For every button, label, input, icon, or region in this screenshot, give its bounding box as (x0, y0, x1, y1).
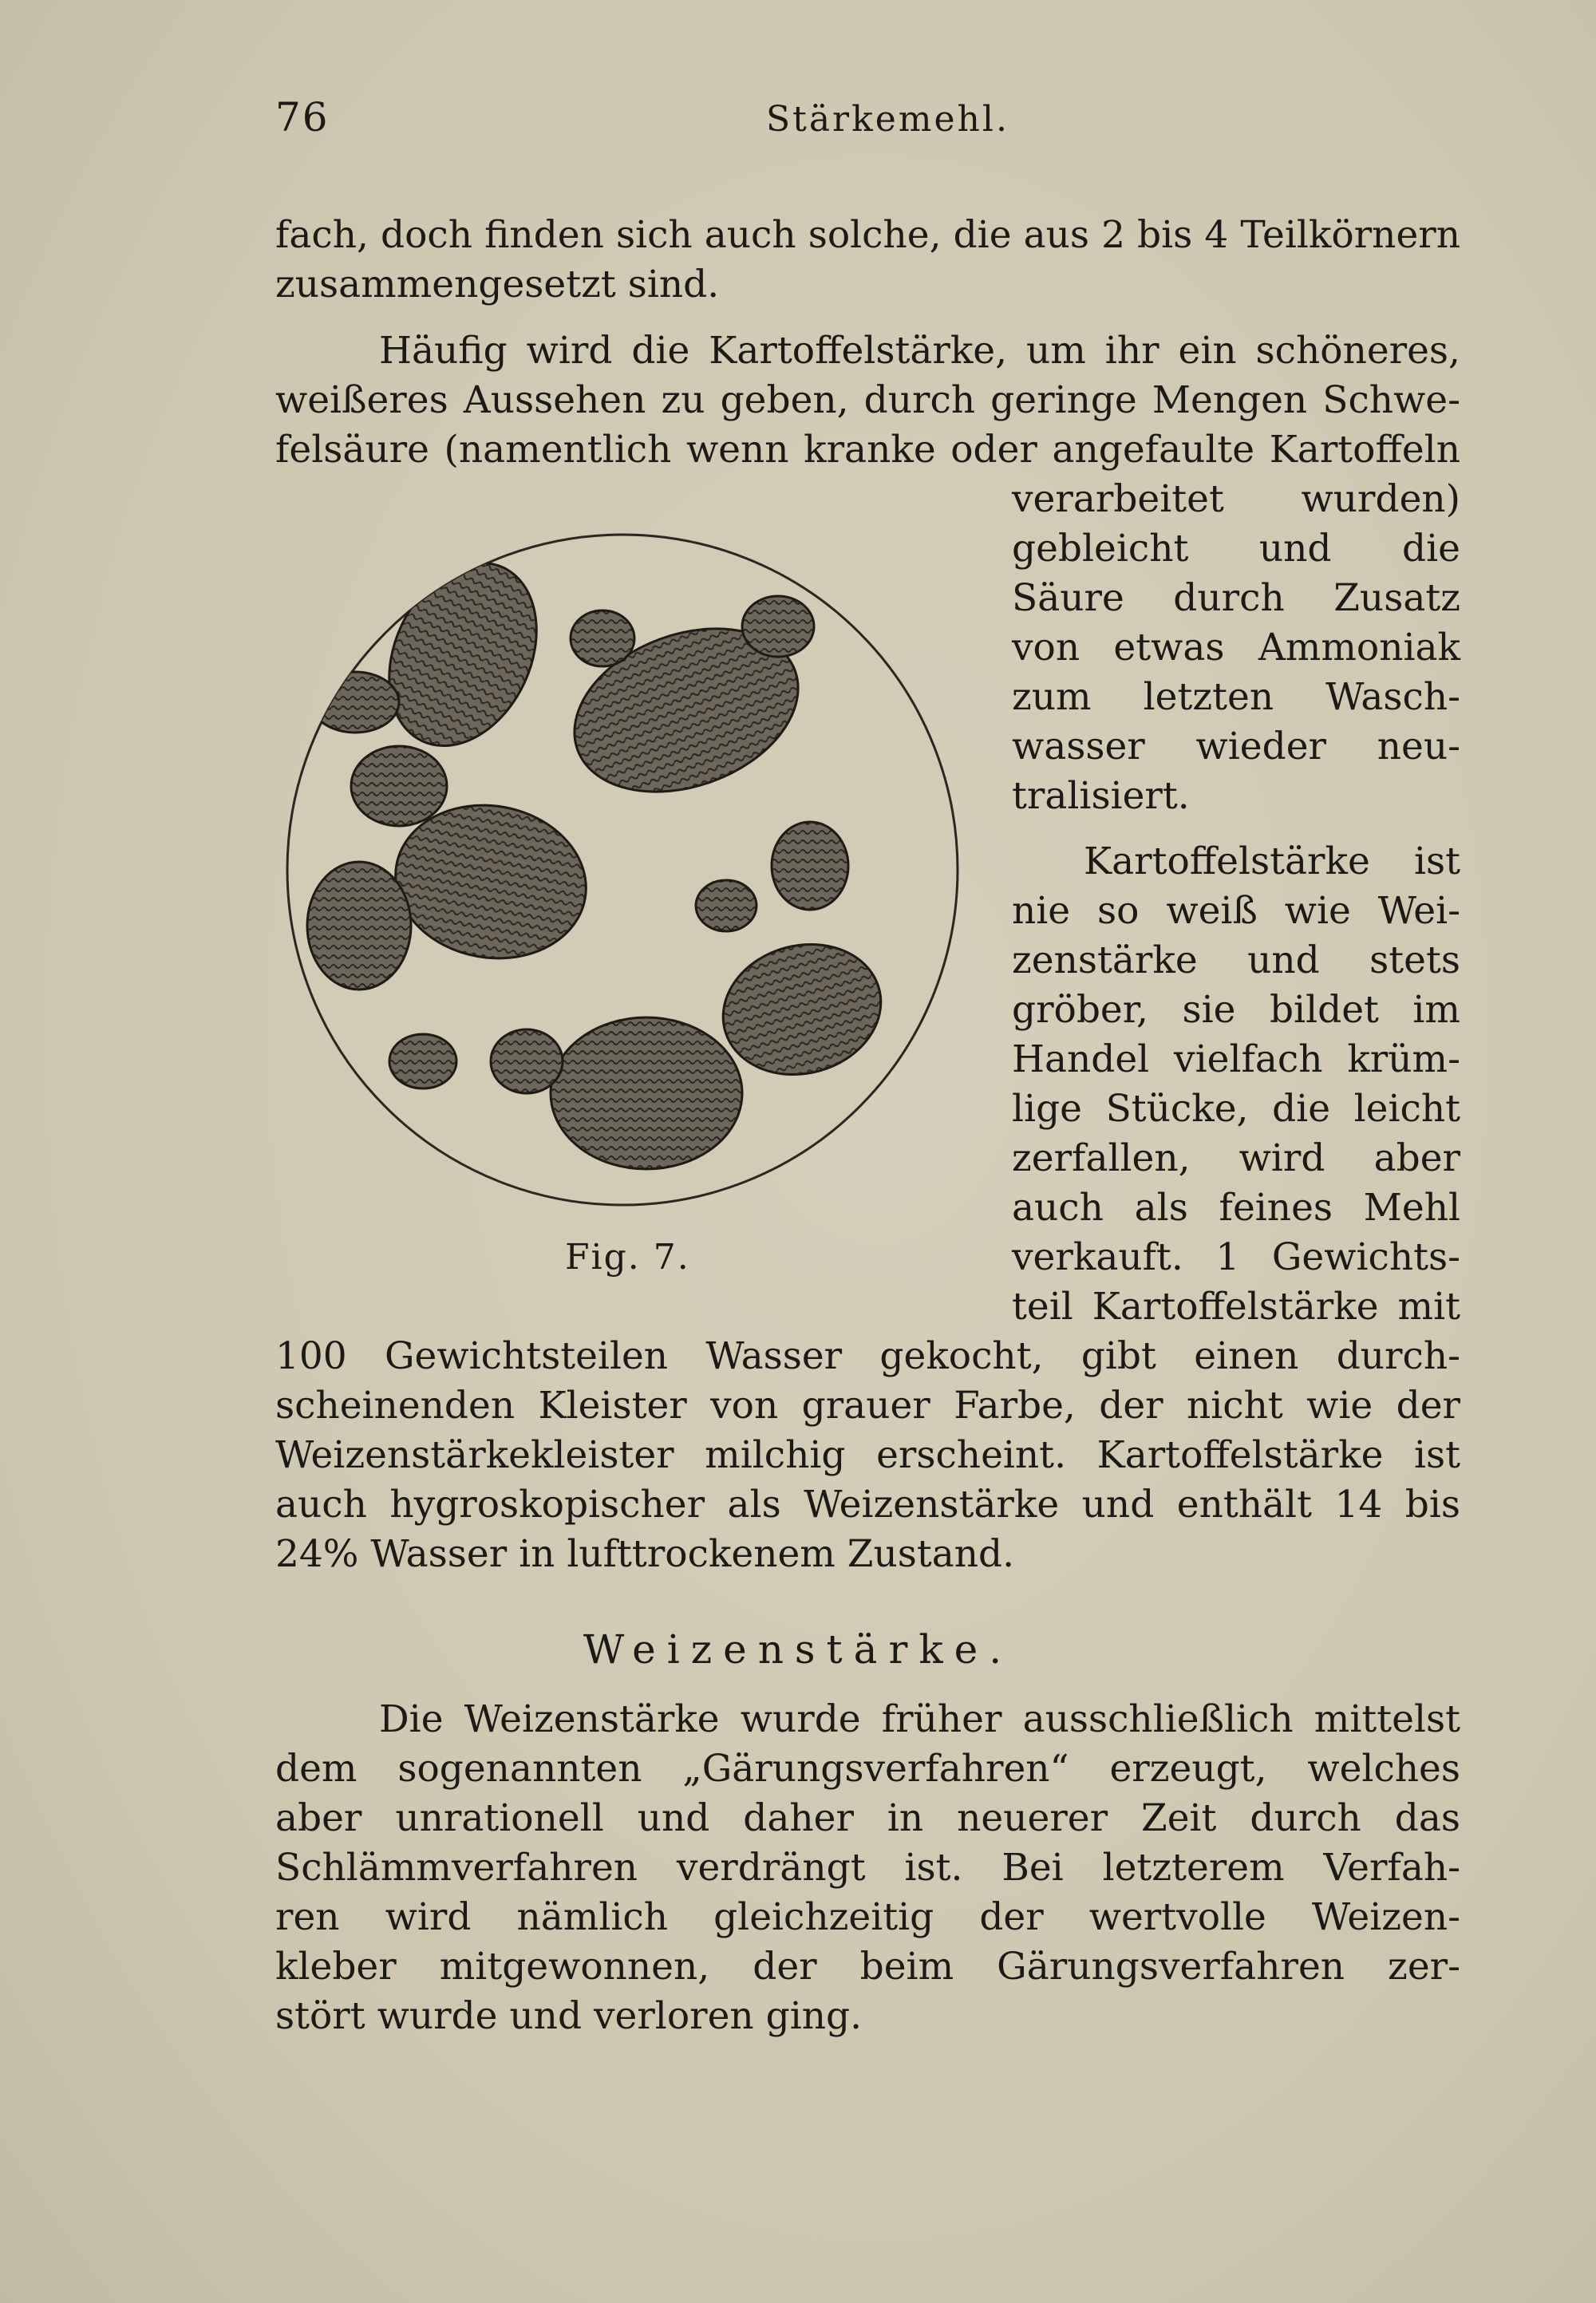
text-line: dem sogenannten „Gärungsverfahren“ erzeugt, welches (275, 1747, 1460, 1791)
text-line: verkauft. 1 Gewichts- (1012, 1235, 1460, 1279)
text-line: wasser wieder neu- (1012, 725, 1460, 768)
text-line: scheinenden Kleister von grauer Farbe, der nicht wie der (275, 1384, 1460, 1428)
text-line: fach, doch finden sich auch solche, die aus 2 bis 4 Teilkörnern (275, 213, 1460, 257)
text-line: ren wird nämlich gleichzeitig der wertvolle Weizen- (275, 1895, 1460, 1939)
text-line: tralisiert. (1012, 774, 1190, 818)
text-line: Häufig wird die Kartoffelstärke, um ihr ein schöneres, (379, 329, 1460, 373)
text-line: auch hygroskopischer als Weizenstärke und enthält 14 bis (275, 1483, 1460, 1527)
text-line: stört wurde und verloren ging. (275, 1994, 863, 2038)
text-line: lige Stücke, die leicht (1012, 1087, 1460, 1131)
figure-caption: Fig. 7. (565, 1237, 690, 1278)
text-line: 100 Gewichtsteilen Wasser gekocht, gibt einen durch- (275, 1334, 1460, 1378)
text-line: Handel vielfach krüm- (1012, 1037, 1460, 1081)
text-line: nie so weiß wie Wei- (1012, 889, 1460, 933)
text-line: auch als feines Mehl (1012, 1186, 1460, 1230)
text-line: Die Weizenstärke wurde früher ausschließlich mittelst (379, 1697, 1460, 1741)
section-heading: Weizenstärke. (583, 1626, 1013, 1673)
text-line: teil Kartoffelstärke mit (1012, 1285, 1460, 1329)
text-line: verarbeitet wurden) (1012, 477, 1460, 521)
text-line: zerfallen, wird aber (1012, 1136, 1460, 1180)
text-line: zusammengesetzt sind. (275, 263, 720, 306)
text-line: Schlämmverfahren verdrängt ist. Bei letzterem Verfah- (275, 1846, 1460, 1890)
text-line: gröber, sie bildet im (1012, 988, 1460, 1032)
text-line: zenstärke und stets (1012, 938, 1460, 982)
text-line: Kartoffelstärke ist (1084, 839, 1460, 883)
running-title: Stärkemehl. (766, 99, 1009, 140)
text-line: zum letzten Wasch- (1012, 675, 1460, 719)
text-line: gebleicht und die (1012, 527, 1460, 571)
text-line: Weizenstärkekleister milchig erscheint. Kartoffelstärke ist (275, 1433, 1460, 1477)
text-line: kleber mitgewonnen, der beim Gärungsverfahren zer- (275, 1945, 1460, 1989)
text-line: Säure durch Zusatz (1012, 576, 1460, 620)
text-line: 24% Wasser in lufttrockenem Zustand. (275, 1532, 1015, 1576)
text-line: weißeres Aussehen zu geben, durch geringe Mengen Schwe- (275, 378, 1460, 422)
text-line: felsäure (namentlich wenn kranke oder angefaulte Kartoffeln (275, 428, 1460, 472)
microscope-view-icon (283, 531, 962, 1209)
text-line: aber unrationell und daher in neuerer Zeit durch das (275, 1796, 1460, 1840)
page-number: 76 (275, 94, 330, 140)
text-line: von etwas Ammoniak (1012, 626, 1460, 670)
